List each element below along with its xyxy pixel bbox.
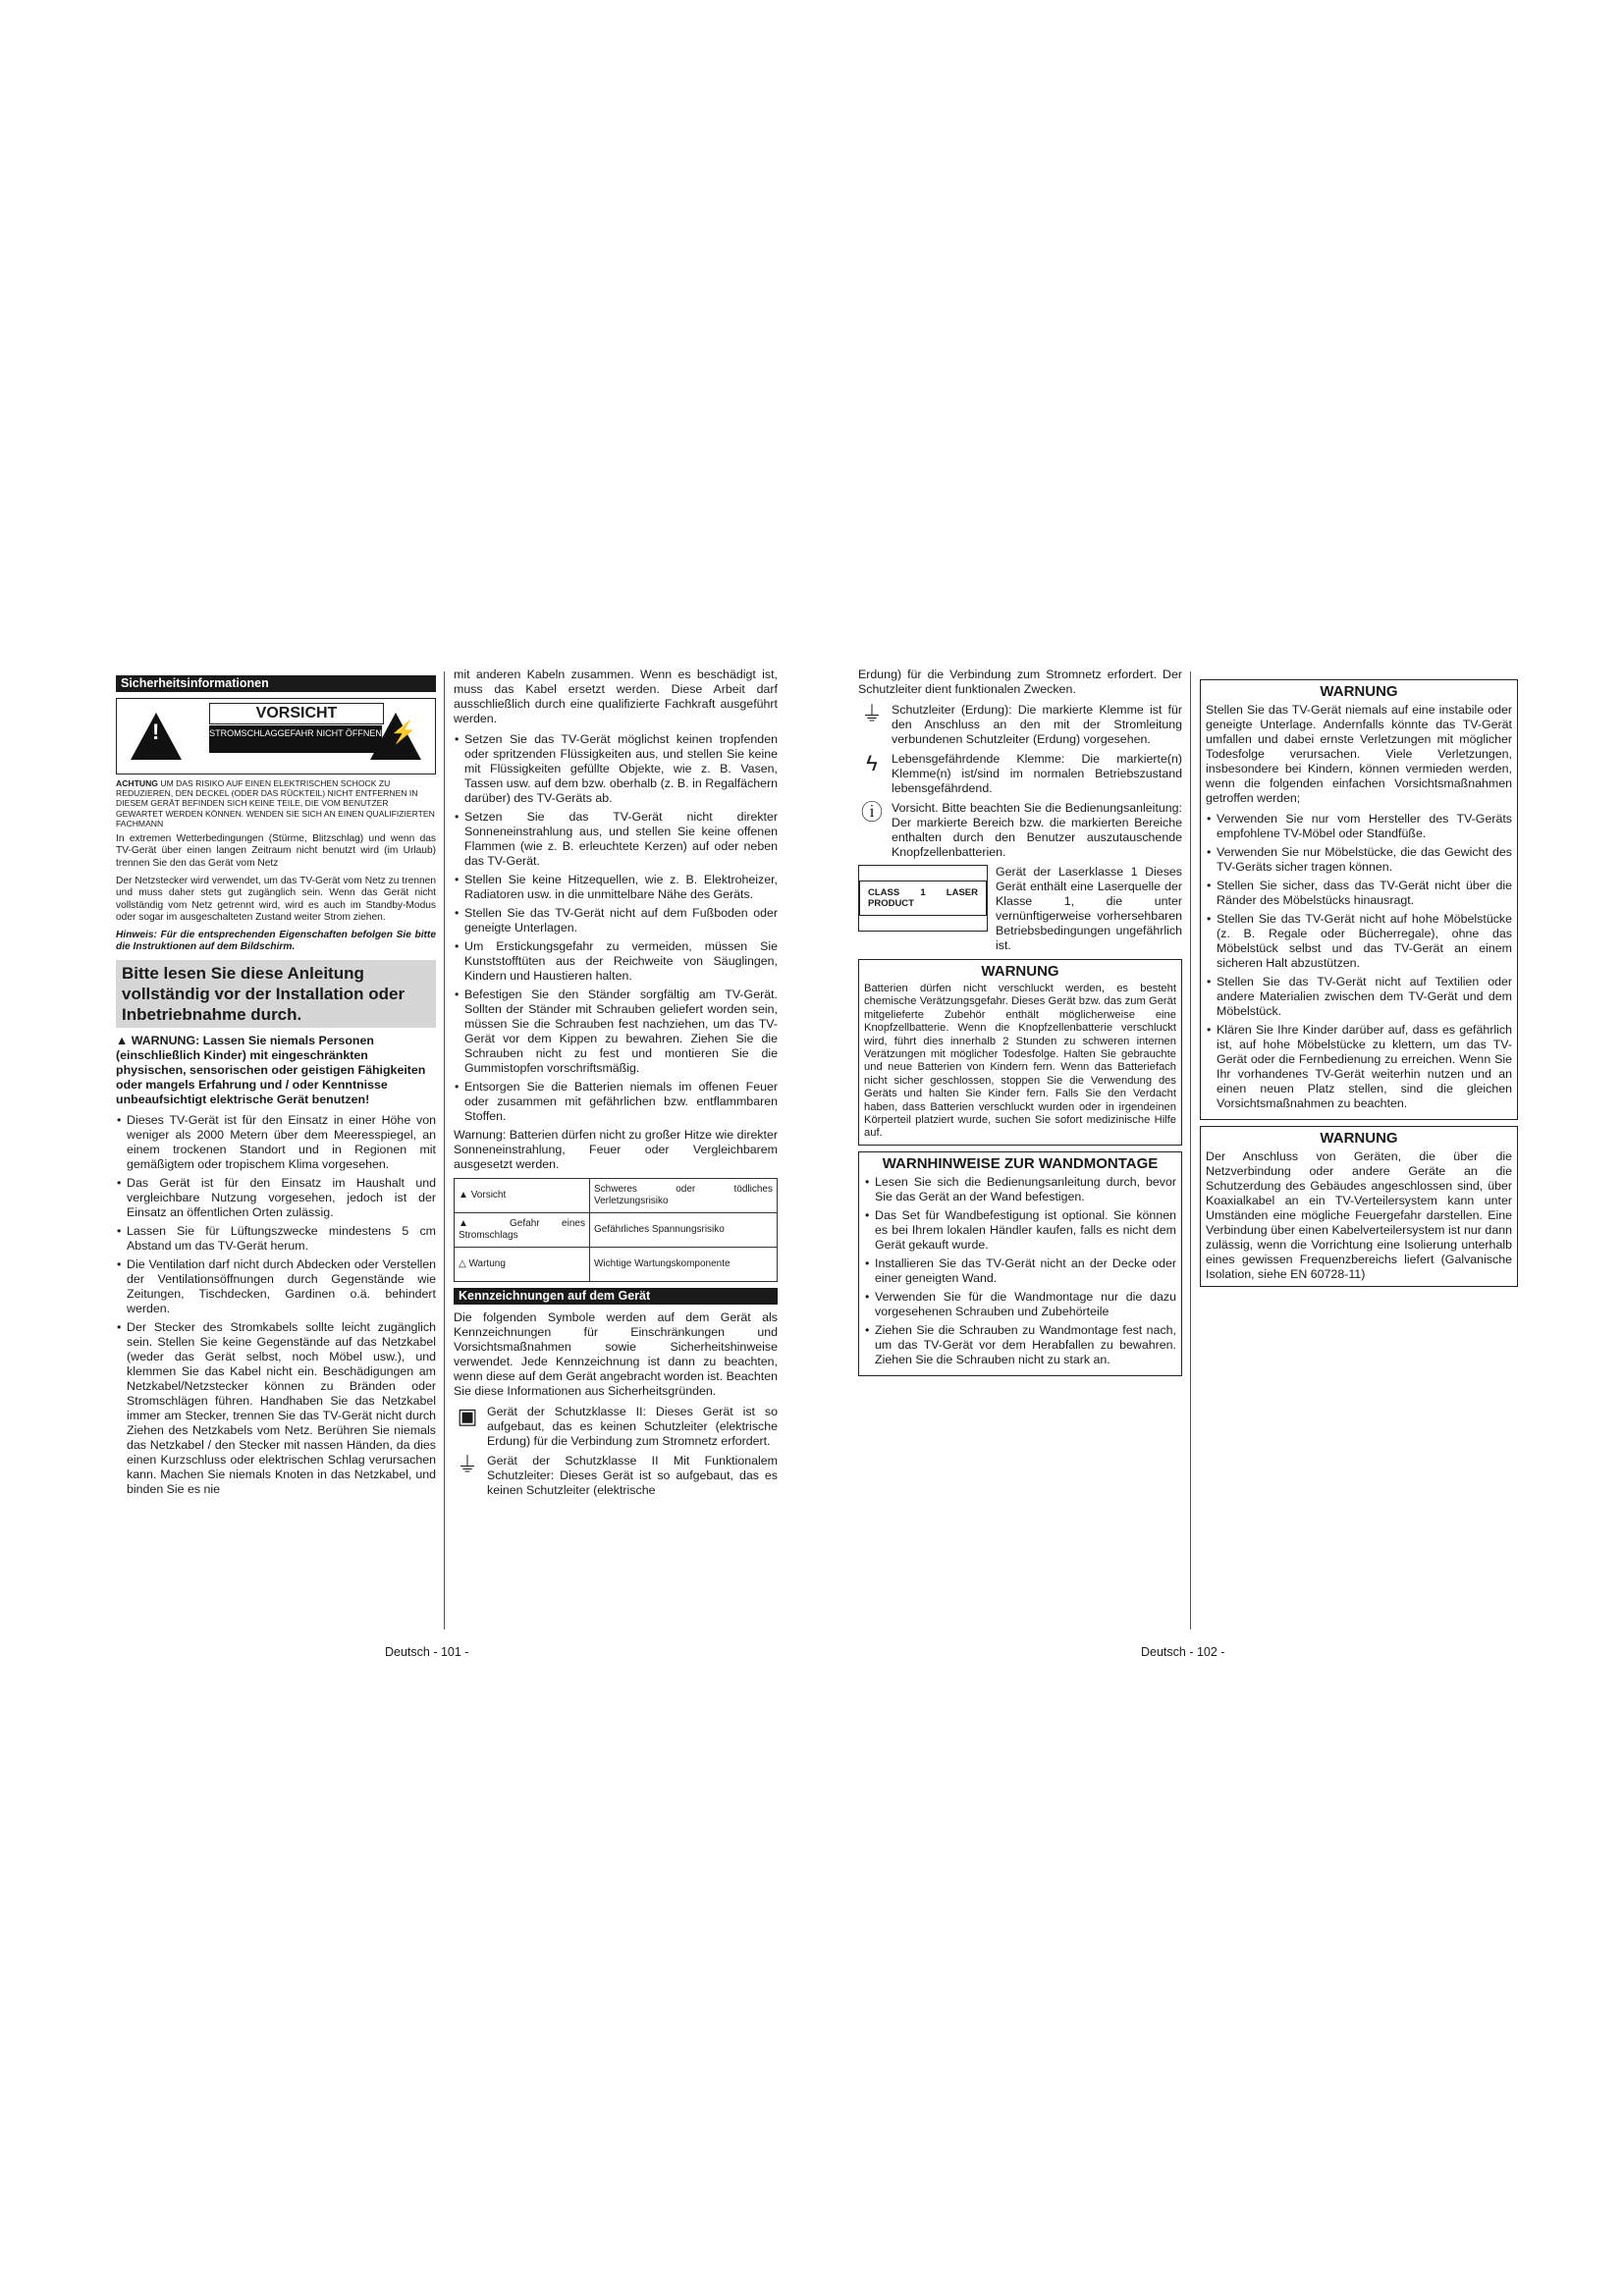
schutzklasse2-row: ▣ Gerät der Schutzklasse II: Dieses Gerät ist so aufgebaut, das es keinen Schutzleiter (elektrische Erdung) für die Verbindung zum Stromnetz erfordert. [454,1405,778,1449]
column-divider [1190,671,1191,1629]
vorsicht-box [116,698,436,774]
list-item: • Ziehen Sie die Schrauben zu Wandmontage fest nach, um das TV-Gerät vor dem Herabfallen zu bewahren. Ziehen Sie die Schrauben nicht zu stark an. [864,1323,1176,1367]
section-title-sicherheit: Sicherheitsinformationen [116,675,436,692]
list-item: • Um Erstickungsgefahr zu vermeiden, müssen Sie Kunststofftüten aus der Reichweite von Säuglingen, Kindern und Haustieren halten. [454,939,778,984]
list-item: • Verwenden Sie nur vom Hersteller des TV-Geräts empfohlene TV-Möbel oder Standfüße. [1206,812,1512,841]
section-title-kennzeichnungen: Kennzeichnungen auf dem Gerät [454,1288,778,1305]
laser-row: CLASS 1 LASER PRODUCT Gerät der Laserklasse 1 Dieses Gerät enthält eine Laserquelle der Klasse 1, die unter vernünftigerweise vorhersehbaren Betriebsbedingungen ungefährlich ist. [858,865,1182,953]
bullets-col2 [454,732,778,1124]
double-square-icon: ▣ [457,1404,478,1428]
list-item: • Dieses TV-Gerät ist für den Einsatz in einer Höhe von weniger als 2000 Metern über dem Meeresspiegel, an einem trockenen Standort und in Regionen mit gemäßigtem oder tropischem Klima vorgesehen. [116,1113,436,1172]
para-netzstecker: Der Netzstecker wird verwendet, um das TV-Gerät vom Netz zu trennen und muss daher stets gut zugänglich sein. Wenn das Gerät nicht vollständig vom Netz getrennt wird, wird es auch im Standby-Modus oder sogar im ausgeschalteten Zustand weiter Strom ziehen. [116,875,436,923]
list-item: • Die Ventilation darf nicht durch Abdecken oder Verstellen der Ventilationsöffnungen durch Gegenstände wie Zeitungen, Tischdecken, Gardinen o.ä. behindert werden. [116,1257,436,1316]
page101-col1 [116,675,436,1501]
warnung-title: WARNUNG [981,963,1059,980]
read-manual-heading: Bitte lesen Sie diese Anleitung vollständig vor der Installation oder Inbetriebnahme durch. [116,960,436,1028]
list-item: • Stellen Sie das TV-Gerät nicht auf Textilien oder andere Materialien zwischen dem TV-Gerät und dem Möbelstück. [1206,975,1512,1019]
wandmontage-box [858,1151,1182,1376]
functional-earth-icon: ⏚ [456,1453,478,1477]
page-footer-102: Deutsch - 102 - [1141,1645,1225,1659]
manual-info-icon: ⓘ [860,800,883,825]
table-row: △ Wartung Wichtige Wartungskomponente [455,1248,778,1282]
list-item: • Installieren Sie das TV-Gerät nicht an der Decke oder einer geneigten Wand. [864,1256,1176,1286]
list-item: • Lassen Sie für Lüftungszwecke mindestens 5 cm Abstand um das TV-Gerät herum. [116,1224,436,1254]
page101-col2 [454,667,778,1503]
warning-triangle-icon: ▲ [459,1190,471,1201]
lightning-triangle-icon: ⚡ [370,713,421,760]
para-weather: In extremen Wetterbedingungen (Stürme, Blitzschlag) und wenn das TV-Gerät über einen langen Zeitraum nicht benutzt wird (im Urlaub) trennen Sie den das Gerät vom Netz [116,833,436,869]
warnung-koax-box: WARNUNG Der Anschluss von Geräten, die über die Netzverbindung oder andere Geräte an die Schutzerdung des Gebäudes angeschlossen sind, über Koaxialkabel an ein TV-Verteilersystem kann unter Umständen eine mögliche Feuergefahr darstellen. Eine Verbindung über einen Kabelverteilersystem ist nur dann zulässig, wenn die Vorrichtung eine Isolierung unterhalb eines gewissen Frequenzbereichs liefert (Galvanische Isolation, siehe EN 60728-11) [1200,1126,1518,1287]
list-item: • Verwenden Sie nur Möbelstücke, die das Gewicht des TV-Geräts sicher tragen können. [1206,845,1512,875]
list-item: • Verwenden Sie für die Wandmontage nur die dazu vorgesehenen Schrauben und Zubehörteile [864,1290,1176,1319]
warnung-batterien: Warnung: Batterien dürfen nicht zu großer Hitze wie direkter Sonneneinstrahlung, Feuer oder Vergleichbarem ausgesetzt werden. [454,1128,778,1171]
outline-triangle-icon: △ [459,1258,469,1269]
list-item: • Der Stecker des Stromkabels sollte leicht zugänglich sein. Stellen Sie keine Gegenstände auf das Netzkabel (weder das Gerät selbst, noch Möbel usw.), und klemmen Sie das Kabel nicht ein. Beschädigungen am Netzkabel/Netzstecker können zu Bränden oder Stromschlägen führen. Handhaben Sie das Netzkabel immer am Stecker, trennen Sie das TV-Gerät nicht durch Ziehen des Netzkabels vom Netz. Berühren Sie niemals das Netzkabel / den Stecker mit nassen Händen, da dies einen Kurzschluss oder elektrischen Schlag verursachen kann. Machen Sie niemals Knoten in das Netzkabel, und binden Sie es nie [116,1320,436,1497]
schutzklasse2-funktional-row: ⏚ Gerät der Schutzklasse II Mit Funktionalem Schutzleiter: Dieses Gerät ist so aufgebaut, das es keinen Schutzleiter (elektrische [454,1454,778,1498]
column-divider [444,671,445,1629]
list-item: • Stellen Sie das TV-Gerät nicht auf hohe Möbelstücke (z. B. Regale oder Bücherregale), ohne das Möbelstück selbst und das TV-Gerät an einem sicheren Halt abzustützen. [1206,912,1512,971]
list-item: • Das Gerät ist für den Einsatz im Haushalt und vergleichbare Nutzung vorgesehen, jedoch ist der Einsatz an öffentlichen Orten zulässig. [116,1176,436,1220]
cable-continued: mit anderen Kabeln zusammen. Wenn es beschädigt ist, muss das Kabel ersetzt werden. Diese Arbeit darf ausschließlich durch eine qualifizierte Fachkraft ausgeführt werden. [454,667,778,725]
list-item: • Setzen Sie das TV-Gerät nicht direkter Sonneneinstrahlung aus, und stellen Sie keine offenen Flammen (wie z. B. erleuchtete Kerzen) auf oder neben das TV-Gerät. [454,810,778,869]
warning-triangle-icon: ▲ [116,1033,132,1047]
vorsicht-subtitle: STROMSCHLAGGEFAHR NICHT ÖFFNEN [209,725,382,753]
list-item: • Lesen Sie sich die Bedienungsanleitung durch, bevor Sie das Gerät an der Wand befestigen. [864,1175,1176,1204]
warnung-personen: ▲ WARNUNG: Lassen Sie niemals Personen (einschließlich Kinder) mit eingeschränkten physischen, sensorischen oder geistigen Fähigkeiten oder mangels Erfahrung und / oder Kenntnisse unbeaufsichtigt elektrische Gerät benutzen! [116,1033,426,1106]
warnung-instabil-box: WARNUNG Stellen Sie das TV-Gerät niemals auf eine instabile oder geneigte Unterlage. Andernfalls könnte das TV-Gerät umfallen und dabei ernste Verletzungen mit möglicher Todesfolge verursachen. Viele Verletzungen, insbesondere bei Kindern, können vermieden werden, wenn die folgenden einfachen Vorsichtsmaßnahmen getroffen werden; • Verwenden Sie nur vom Hersteller des TV-Geräts empfohlene TV-Möbel oder Standfüße. • Verwenden Sie nur Möbelstücke, die das Gewicht des TV-Geräts sicher tragen können. • Stellen Sie sicher, dass das TV-Gerät nicht über die Ränder des Möbelstücks hinausragt. • Stellen Sie das TV-Gerät nicht auf hohe Möbelstücke (z. B. Regale oder Bücherregale), ohne das Möbelstück selbst und das TV-Gerät an einem sicheren Halt abzustützen. • Stellen Sie das TV-Gerät nicht auf Textilien oder andere Materialien zwischen dem TV-Gerät und dem Möbelstück. • Klären Sie Ihre Kinder darüber auf, dass es gefährlich ist, auf hohe Möbelstücke zu klettern, um das TV-Gerät oder die Fernbedienung zu erreichen. Wenn Sie Ihr vorhandenes TV-Gerät weiterhin nutzen und an einen neuen Platz stellen, sind die gleichen Vorsichtsmaßnahmen zu beachten. [1200,679,1518,1120]
schutzleiter-row: ⏚ Schutzleiter (Erdung): Die markierte Klemme ist für den Anschluss an den mit der Stromleitung verbundenen Schutzleiter (Erdung) vorgesehen. [858,703,1182,747]
list-item: • Stellen Sie sicher, dass das TV-Gerät nicht über die Ränder des Möbelstücks hinausragt. [1206,879,1512,908]
warnung-title: WARNUNG [1320,683,1398,700]
list-item: • Befestigen Sie den Ständer sorgfältig am TV-Gerät. Sollten der Ständer mit Schrauben geliefert worden sein, müssen Sie die Schrauben fest nachziehen, um das TV-Gerät vor dem Kippen zu bewahren. Ziehen Sie die Schrauben nicht zu fest und montieren Sie die Gummistopfen vorschriftsmäßig. [454,988,778,1076]
warning-triangle-icon: ! [131,713,182,760]
wandmontage-title: WARNHINWEISE ZUR WANDMONTAGE [882,1154,1159,1172]
symbol-table [454,1178,778,1282]
hinweis: Hinweis: Für die entsprechenden Eigenschaften befolgen Sie bitte die Instruktionen auf dem Bildschirm. [116,930,436,953]
bedienungsanleitung-row: ⓘ Vorsicht. Bitte beachten Sie die Bedienungsanleitung: Der markierte Bereich bzw. die markierten Bereiche enthalten durch den Benutzer auszutauschende Knopfzellenbatterien. [858,801,1182,860]
laser-label-box: CLASS 1 LASER PRODUCT [858,865,988,932]
list-item: • Entsorgen Sie die Batterien niemals im offenen Feuer oder zusammen mit gefährlichen bzw. entflammbaren Stoffen. [454,1080,778,1124]
list-item: • Klären Sie Ihre Kinder darüber auf, dass es gefährlich ist, auf hohe Möbelstücke zu klettern, um das TV-Gerät oder die Fernbedienung zu erreichen. Wenn Sie Ihr vorhandenes TV-Gerät weiterhin nutzen und an einen neuen Platz stellen, sind die gleichen Vorsichtsmaßnahmen zu beachten. [1206,1023,1512,1111]
page102-col1 [858,667,1182,1382]
achtung-note: ACHTUNG UM DAS RISIKO AUF EINEN ELEKTRISCHEN SCHOCK ZU REDUZIEREN, DEN DECKEL (ODER DAS RÜCKTEIL) NICHT ENTFERNEN IN DIESEM GERÄT BEFINDEN SICH KEINE TEILE, DIE VOM BENUTZER GEWARTET WERDEN KÖNNEN. WENDEN SIE SICH AN EINEN QUALIFIZIERTEN FACHMANN [116,778,435,828]
lebensgefaehrlich-row: ϟ Lebensgefährdende Klemme: Die markierte(n) Klemme(n) ist/sind im normalen Betriebszustand lebensgefährdend. [858,752,1182,796]
erdung-continued: Erdung) für die Verbindung zum Stromnetz erfordert. Der Schutzleiter dient funktionalen Zwecken. [858,667,1182,696]
page-footer-101: Deutsch - 101 - [385,1645,469,1659]
bullets-col1 [116,1113,436,1497]
kenn-text: Die folgenden Symbole werden auf dem Gerät als Kennzeichnungen für Einschränkungen und Vorsichtsmaßnahmen sowie Sicherheitshinweise verwendet. Jede Kennzeichnung ist dann zu beachten, wenn diese auf dem Gerät angebracht worden ist. Beachten Sie diese Informationen aus Sicherheitsgründen. [454,1310,778,1398]
vorsicht-title: VORSICHT [209,703,384,724]
page102-col2 [1200,679,1518,1293]
warnung-batterie-box: WARNUNG Batterien dürfen nicht verschluckt werden, es besteht chemische Verätzungsgefahr. Dieses Gerät bzw. das zum Gerät mitgelieferte Zubehör enthält möglicherweise eine Knopfzellbatterie. Wenn die Knopfzellenbatterie verschluckt wird, führt dies innerhalb 2 Stunden zu schweren internen Verätzungen mit möglicher Todesfolge. Halten Sie gebrauchte und neue Batterien von Kindern fern. Wenn das Batteriefach nicht sicher geschlossen, stoppen Sie die Verwendung des Geräts und halten Sie Kinder fern. Falls Sie den Verdacht haben, dass Batterien verschluckt wurden oder in irgendeinen Körperteil platziert wurde, suchen Sie sofort medizinische Hilfe auf. [858,959,1182,1146]
table-row: ▲ Gefahr eines Stromschlags Gefährliches Spannungsrisiko [455,1213,778,1248]
list-item: • Stellen Sie keine Hitzequellen, wie z. B. Elektroheizer, Radiatoren usw. in die unmittelbare Nähe des Geräts. [454,873,778,902]
lightning-icon: ϟ [866,751,878,775]
warnung-title: WARNUNG [1320,1130,1398,1147]
list-item: • Stellen Sie das TV-Gerät nicht auf dem Fußboden oder geneigte Unterlagen. [454,906,778,935]
protective-earth-icon: ⏚ [860,702,883,726]
table-row: ▲ Vorsicht Schweres oder tödliches Verletzungsrisiko [455,1179,778,1213]
list-item: • Das Set für Wandbefestigung ist optional. Sie können es bei Ihrem lokalen Händler kaufen, falls es nicht dem Gerät gekauft wurde. [864,1208,1176,1253]
lightning-triangle-icon: ▲ [459,1218,511,1229]
list-item: • Setzen Sie das TV-Gerät möglichst keinen tropfenden oder spritzenden Flüssigkeiten aus, und stellen Sie keine mit Flüssigkeiten gefüllte Objekte, wie z. B. Vasen, Tassen usw. auf dem bzw. oberhalb (z. B. in Regalfächern darüber) des TV-Geräts ab. [454,732,778,806]
